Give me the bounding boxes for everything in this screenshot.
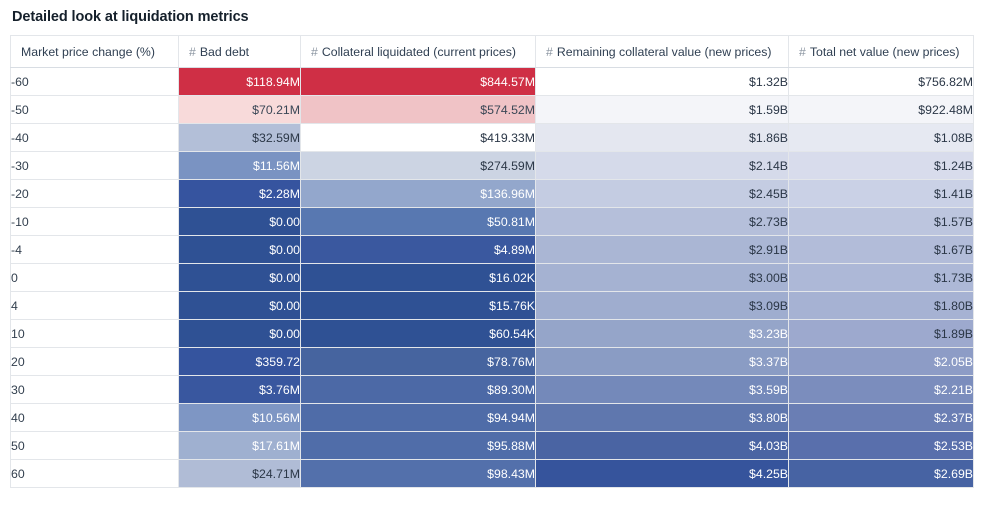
- heatmap-cell: $3.80B: [536, 404, 789, 432]
- heatmap-cell: $2.53B: [789, 432, 974, 460]
- heatmap-cell: $78.76M: [301, 348, 536, 376]
- heatmap-cell: $95.88M: [301, 432, 536, 460]
- heatmap-cell: $2.14B: [536, 152, 789, 180]
- heatmap-cell: $3.23B: [536, 320, 789, 348]
- heatmap-cell: $0.00: [179, 320, 301, 348]
- heatmap-cell: $136.96M: [301, 180, 536, 208]
- row-label-market-price-change: -10: [11, 208, 179, 236]
- page-title: Detailed look at liquidation metrics: [12, 9, 249, 25]
- heatmap-cell: $11.56M: [179, 152, 301, 180]
- row-label-market-price-change: 60: [11, 460, 179, 488]
- heatmap-cell: $274.59M: [301, 152, 536, 180]
- heatmap-cell: $2.45B: [536, 180, 789, 208]
- heatmap-cell: $3.76M: [179, 376, 301, 404]
- heatmap-cell: $3.00B: [536, 264, 789, 292]
- heatmap-cell: $1.32B: [536, 68, 789, 96]
- heatmap-cell: $98.43M: [301, 460, 536, 488]
- heatmap-cell: $32.59M: [179, 124, 301, 152]
- heatmap-cell: $2.05B: [789, 348, 974, 376]
- column-header-label: Total net value (new prices): [809, 44, 960, 59]
- row-label-market-price-change: 40: [11, 404, 179, 432]
- heatmap-cell: $3.37B: [536, 348, 789, 376]
- heatmap-cell: $94.94M: [301, 404, 536, 432]
- table-row[interactable]: [11, 432, 974, 460]
- table-row[interactable]: [11, 152, 974, 180]
- heatmap-cell: $4.89M: [301, 236, 536, 264]
- heatmap-cell: $1.08B: [789, 124, 974, 152]
- heatmap-cell: $3.09B: [536, 292, 789, 320]
- heatmap-cell: $10.56M: [179, 404, 301, 432]
- heatmap-cell: $2.37B: [789, 404, 974, 432]
- heatmap-cell: $1.24B: [789, 152, 974, 180]
- column-header-total-net-value[interactable]: [789, 36, 974, 68]
- row-label-market-price-change: 30: [11, 376, 179, 404]
- row-label-market-price-change: 0: [11, 264, 179, 292]
- column-header-label: Bad debt: [199, 44, 250, 59]
- liquidation-metrics-table: [10, 35, 974, 488]
- row-label-market-price-change: 10: [11, 320, 179, 348]
- heatmap-cell: $50.81M: [301, 208, 536, 236]
- row-label-market-price-change: -40: [11, 124, 179, 152]
- table-row[interactable]: [11, 208, 974, 236]
- heatmap-cell: $15.76K: [301, 292, 536, 320]
- heatmap-cell: $118.94M: [179, 68, 301, 96]
- column-header-collateral-liquidated[interactable]: [301, 36, 536, 68]
- heatmap-cell: $2.73B: [536, 208, 789, 236]
- numeric-type-icon: #: [189, 44, 196, 59]
- table-row[interactable]: [11, 236, 974, 264]
- heatmap-cell: $16.02K: [301, 264, 536, 292]
- heatmap-cell: $1.57B: [789, 208, 974, 236]
- table-row[interactable]: [11, 264, 974, 292]
- heatmap-cell: $0.00: [179, 208, 301, 236]
- heatmap-cell: $1.41B: [789, 180, 974, 208]
- table-row[interactable]: [11, 292, 974, 320]
- heatmap-cell: $4.25B: [536, 460, 789, 488]
- heatmap-cell: $60.54K: [301, 320, 536, 348]
- column-header-label: Remaining collateral value (new prices): [556, 44, 772, 59]
- heatmap-cell: $359.72: [179, 348, 301, 376]
- heatmap-cell: $0.00: [179, 236, 301, 264]
- table-row[interactable]: [11, 96, 974, 124]
- numeric-type-icon: #: [546, 44, 553, 59]
- heatmap-cell: $1.89B: [789, 320, 974, 348]
- table-row[interactable]: [11, 404, 974, 432]
- table-row[interactable]: [11, 460, 974, 488]
- column-header-bad-debt[interactable]: [179, 36, 301, 68]
- row-label-market-price-change: -50: [11, 96, 179, 124]
- table-row[interactable]: [11, 348, 974, 376]
- row-label-market-price-change: -30: [11, 152, 179, 180]
- heatmap-cell: $1.59B: [536, 96, 789, 124]
- heatmap-cell: $2.69B: [789, 460, 974, 488]
- row-label-market-price-change: 4: [11, 292, 179, 320]
- table-row[interactable]: [11, 320, 974, 348]
- heatmap-cell: $844.57M: [301, 68, 536, 96]
- heatmap-cell: $70.21M: [179, 96, 301, 124]
- heatmap-cell: $1.86B: [536, 124, 789, 152]
- heatmap-cell: $4.03B: [536, 432, 789, 460]
- table-body: [11, 68, 974, 488]
- heatmap-cell: $756.82M: [789, 68, 974, 96]
- heatmap-cell: $1.73B: [789, 264, 974, 292]
- heatmap-cell: $1.80B: [789, 292, 974, 320]
- heatmap-cell: $3.59B: [536, 376, 789, 404]
- numeric-type-icon: #: [311, 44, 318, 59]
- heatmap-cell: $419.33M: [301, 124, 536, 152]
- heatmap-cell: $922.48M: [789, 96, 974, 124]
- table-row[interactable]: [11, 180, 974, 208]
- heatmap-cell: $0.00: [179, 264, 301, 292]
- table-row[interactable]: [11, 376, 974, 404]
- heatmap-cell: $24.71M: [179, 460, 301, 488]
- row-label-market-price-change: -4: [11, 236, 179, 264]
- row-label-market-price-change: -60: [11, 68, 179, 96]
- heatmap-cell: $2.21B: [789, 376, 974, 404]
- row-label-market-price-change: 20: [11, 348, 179, 376]
- heatmap-cell: $574.52M: [301, 96, 536, 124]
- heatmap-cell: $89.30M: [301, 376, 536, 404]
- table-header-row: [11, 36, 974, 68]
- table-row[interactable]: [11, 124, 974, 152]
- row-label-market-price-change: 50: [11, 432, 179, 460]
- column-header-remaining-collateral-value[interactable]: [536, 36, 789, 68]
- heatmap-cell: $0.00: [179, 292, 301, 320]
- table-row[interactable]: [11, 68, 974, 96]
- column-header-label: Market price change (%): [21, 44, 155, 59]
- row-label-market-price-change: -20: [11, 180, 179, 208]
- numeric-type-icon: #: [799, 44, 806, 59]
- heatmap-cell: $17.61M: [179, 432, 301, 460]
- heatmap-cell: $2.28M: [179, 180, 301, 208]
- heatmap-cell: $1.67B: [789, 236, 974, 264]
- table-header: [11, 36, 974, 68]
- column-header-label: Collateral liquidated (current prices): [321, 44, 516, 59]
- heatmap-cell: $2.91B: [536, 236, 789, 264]
- column-header-market-price-change[interactable]: [11, 36, 179, 68]
